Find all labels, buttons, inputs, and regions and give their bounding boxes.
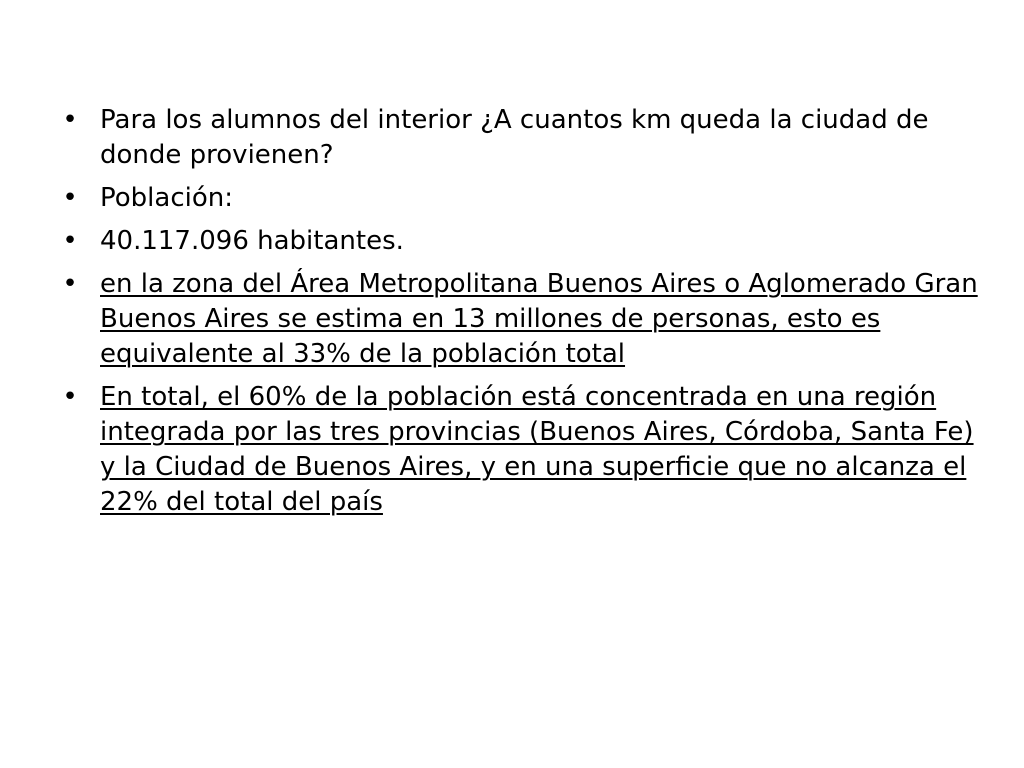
bullet-item-area-metropolitana: [58, 267, 978, 372]
bullet-text: En total, el 60% de la población está concentrada en una región integrada por las tres provincias (Buenos Aires, Córdoba, Santa Fe) y la Ciudad de Buenos Aires, y en una superficie que no alcanza el 22% del total del país: [100, 382, 974, 517]
bullet-text: Población:: [100, 183, 233, 213]
bullet-item-poblacion: [58, 181, 978, 216]
bullet-item-habitantes: [58, 224, 978, 259]
bullet-item-interior-question: [58, 103, 978, 173]
bullet-text: en la zona del Área Metropolitana Buenos Aires o Aglomerado Gran Buenos Aires se estima en 13 millones de personas, esto es equivalente al 33% de la población total: [100, 269, 978, 369]
bullet-marker: •: [62, 105, 78, 135]
bullet-marker: •: [62, 382, 78, 412]
bullet-text: Para los alumnos del interior ¿A cuantos km queda la ciudad de donde provienen?: [100, 105, 929, 170]
bullet-item-concentracion-poblacion: [58, 380, 978, 520]
bullet-marker: •: [62, 183, 78, 213]
bullet-list: [58, 103, 978, 528]
bullet-marker: •: [62, 226, 78, 256]
bullet-marker: •: [62, 269, 78, 299]
bullet-text: 40.117.096 habitantes.: [100, 226, 404, 256]
